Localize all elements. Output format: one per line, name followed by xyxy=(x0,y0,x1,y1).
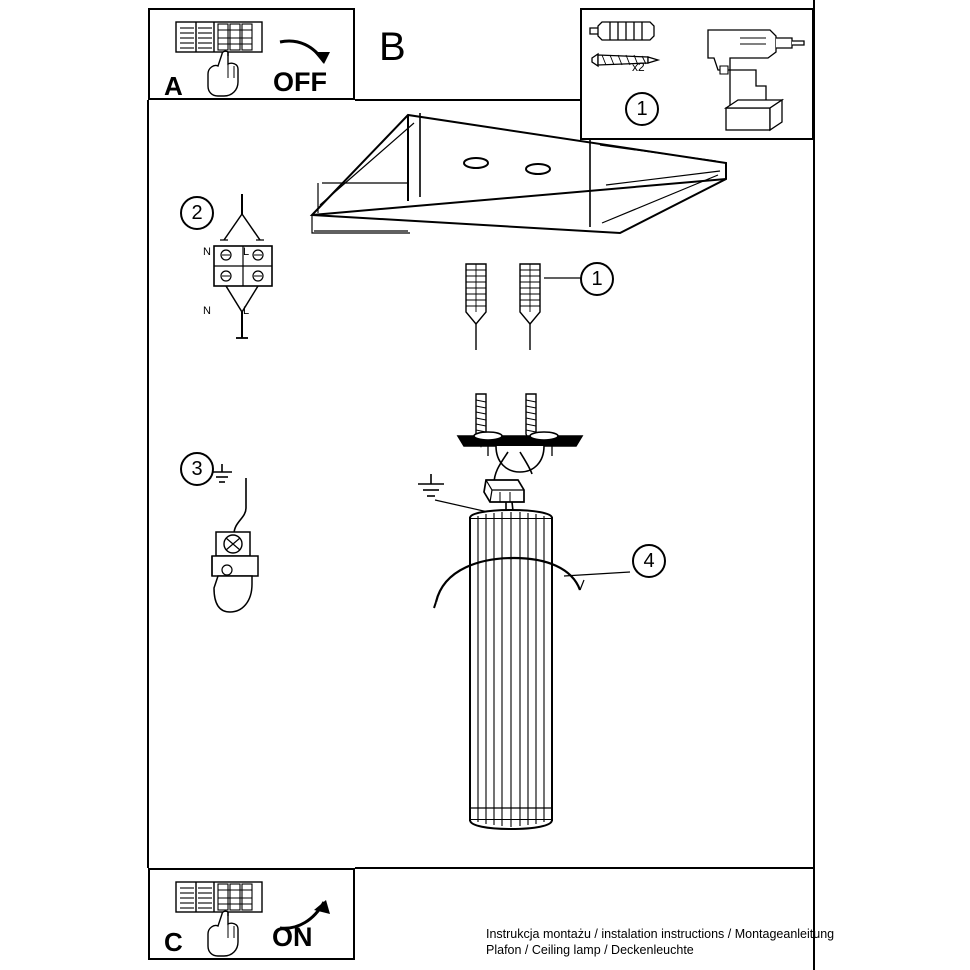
callout-4: 4 xyxy=(632,544,666,578)
earth-ground-symbol xyxy=(212,464,232,482)
terminal-mark-top-right: L xyxy=(243,246,250,258)
footer-line-1: Instrukcja montażu / instalation instructions / Montageanleitung xyxy=(486,927,835,941)
callout-1: 1 xyxy=(580,262,614,296)
panel-a-off-label: OFF xyxy=(273,67,327,97)
panel-b-label: B xyxy=(379,25,406,69)
panel-c-label: C xyxy=(164,927,183,957)
ceiling-slab xyxy=(290,105,750,245)
terminal-mark-bottom-left: N xyxy=(203,305,211,317)
callout-4-leader xyxy=(562,566,642,586)
earth-terminal-bracket xyxy=(200,460,310,630)
panel-a-label: A xyxy=(164,71,183,101)
wall-plugs-in-ceiling xyxy=(448,258,578,368)
terminal-connector-block xyxy=(198,190,308,350)
callout-3: 3 xyxy=(180,452,214,486)
footer-line-2: Plafon / Ceiling lamp / Deckenleuchte xyxy=(486,943,694,957)
panel-c-on-label: ON xyxy=(272,922,313,952)
terminal-mark-top-left: N xyxy=(203,246,211,258)
terminal-mark-bottom-right: L xyxy=(243,305,250,317)
tools-quantity-label: x2 xyxy=(632,60,645,74)
callout-1-tools: 1 xyxy=(625,92,659,126)
callout-2: 2 xyxy=(180,196,214,230)
